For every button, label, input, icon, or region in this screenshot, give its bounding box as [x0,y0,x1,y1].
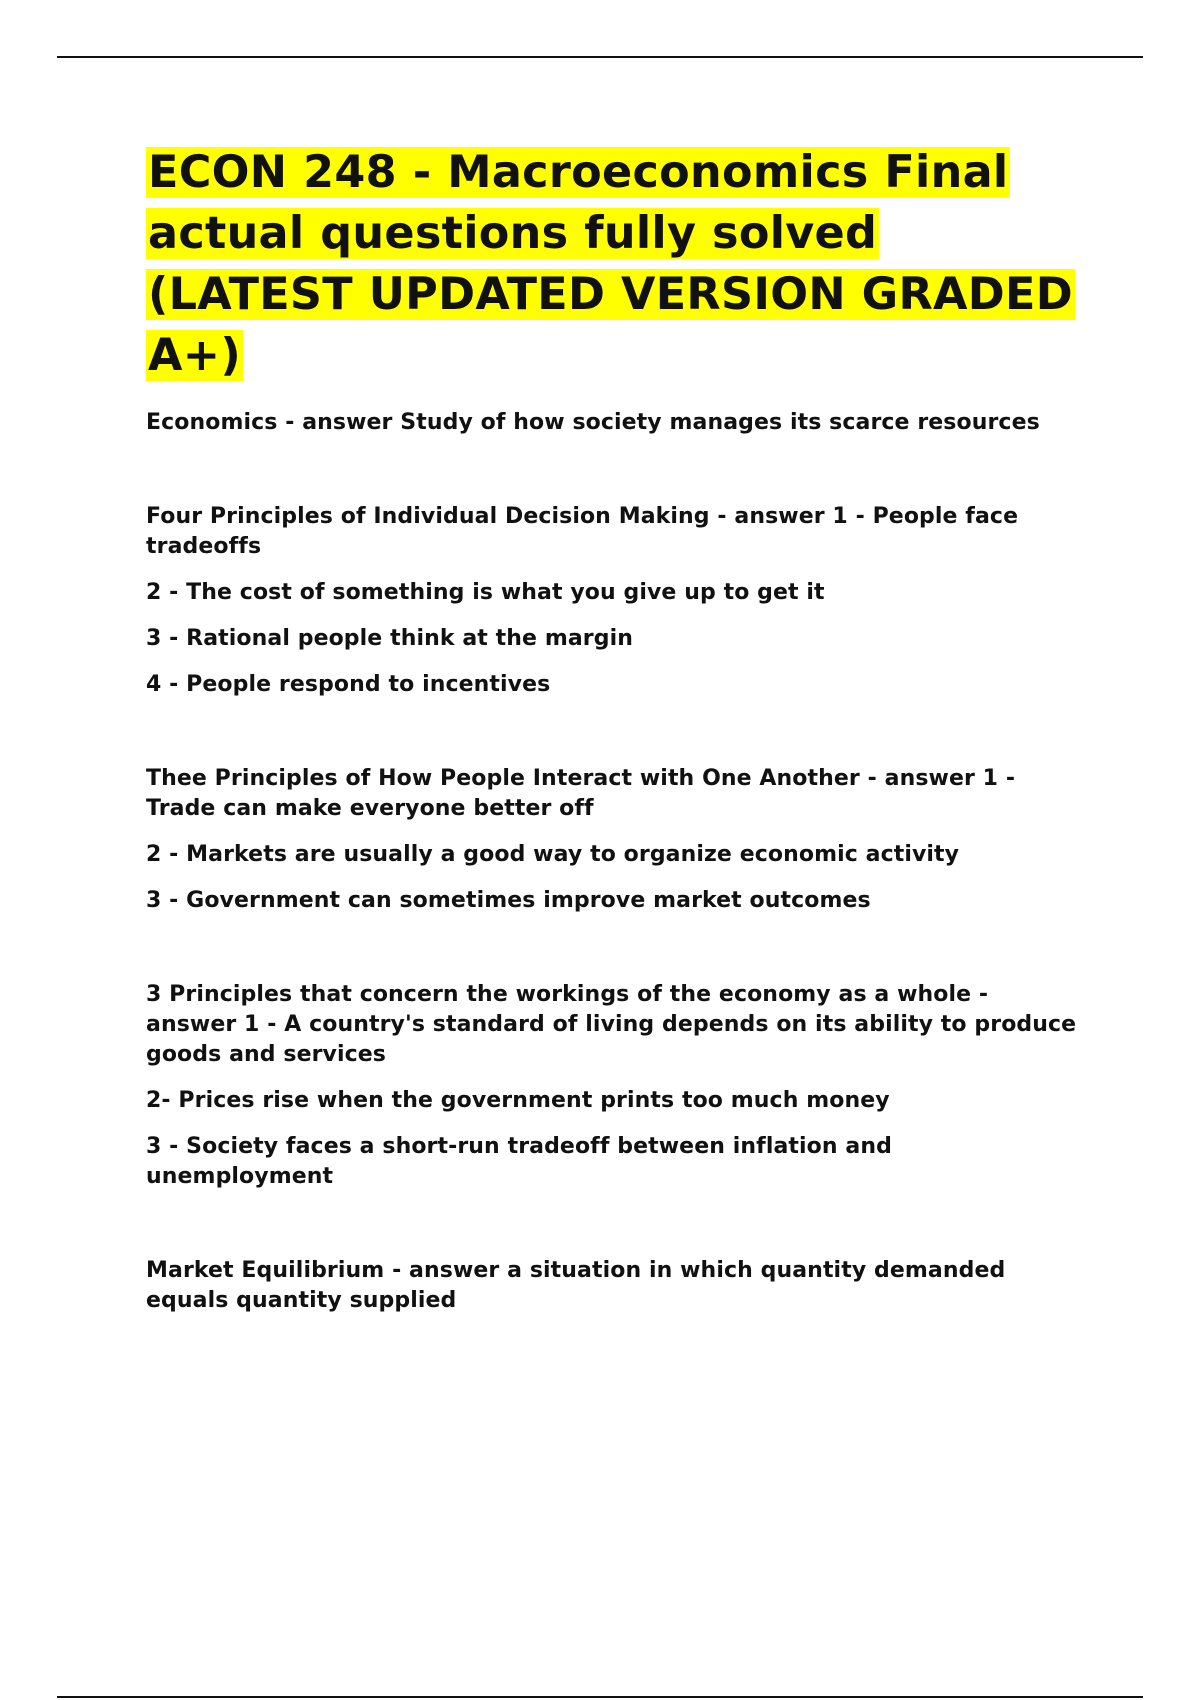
qa-line: 2 - The cost of something is what you give up to get it [146,580,825,605]
top-rule [57,56,1143,58]
title-highlight: ECON 248 - Macroeconomics Final actual questions fully solved (LATEST UPDATED VERSION GRADED A+) [148,147,1073,381]
qa-line: Four Principles of Individual Decision Making - answer 1 - People face tradeoffs [146,504,1019,559]
document-body [146,142,1086,1380]
qa-line: 2 - Markets are usually a good way to organize economic activity [146,842,960,867]
qa-entry-economics [146,408,1086,438]
qa-line: 3 Principles that concern the workings of the economy as a whole - answer 1 - A country's standard of living depends on its ability to produce goods and services [146,982,1077,1067]
qa-entry-individual-decision-making [146,502,1086,700]
document-title [146,142,1086,386]
qa-entry-market-equilibrium [146,1256,1086,1316]
qa-line: Market Equilibrium - answer a situation in which quantity demanded equals quantity supplied [146,1258,1006,1313]
qa-line: 3 - Rational people think at the margin [146,626,633,651]
qa-entry-economy-as-whole [146,980,1086,1192]
qa-line: Thee Principles of How People Interact with One Another - answer 1 - Trade can make everyone better off [146,766,1016,821]
qa-line: 3 - Society faces a short-run tradeoff between inflation and unemployment [146,1134,892,1189]
bottom-rule [57,1696,1143,1698]
qa-line: Economics - answer Study of how society manages its scarce resources [146,410,1040,435]
qa-line: 2- Prices rise when the government prints too much money [146,1088,890,1113]
qa-line: 3 - Government can sometimes improve market outcomes [146,888,871,913]
qa-line: 4 - People respond to incentives [146,672,551,697]
qa-entry-people-interact [146,764,1086,916]
